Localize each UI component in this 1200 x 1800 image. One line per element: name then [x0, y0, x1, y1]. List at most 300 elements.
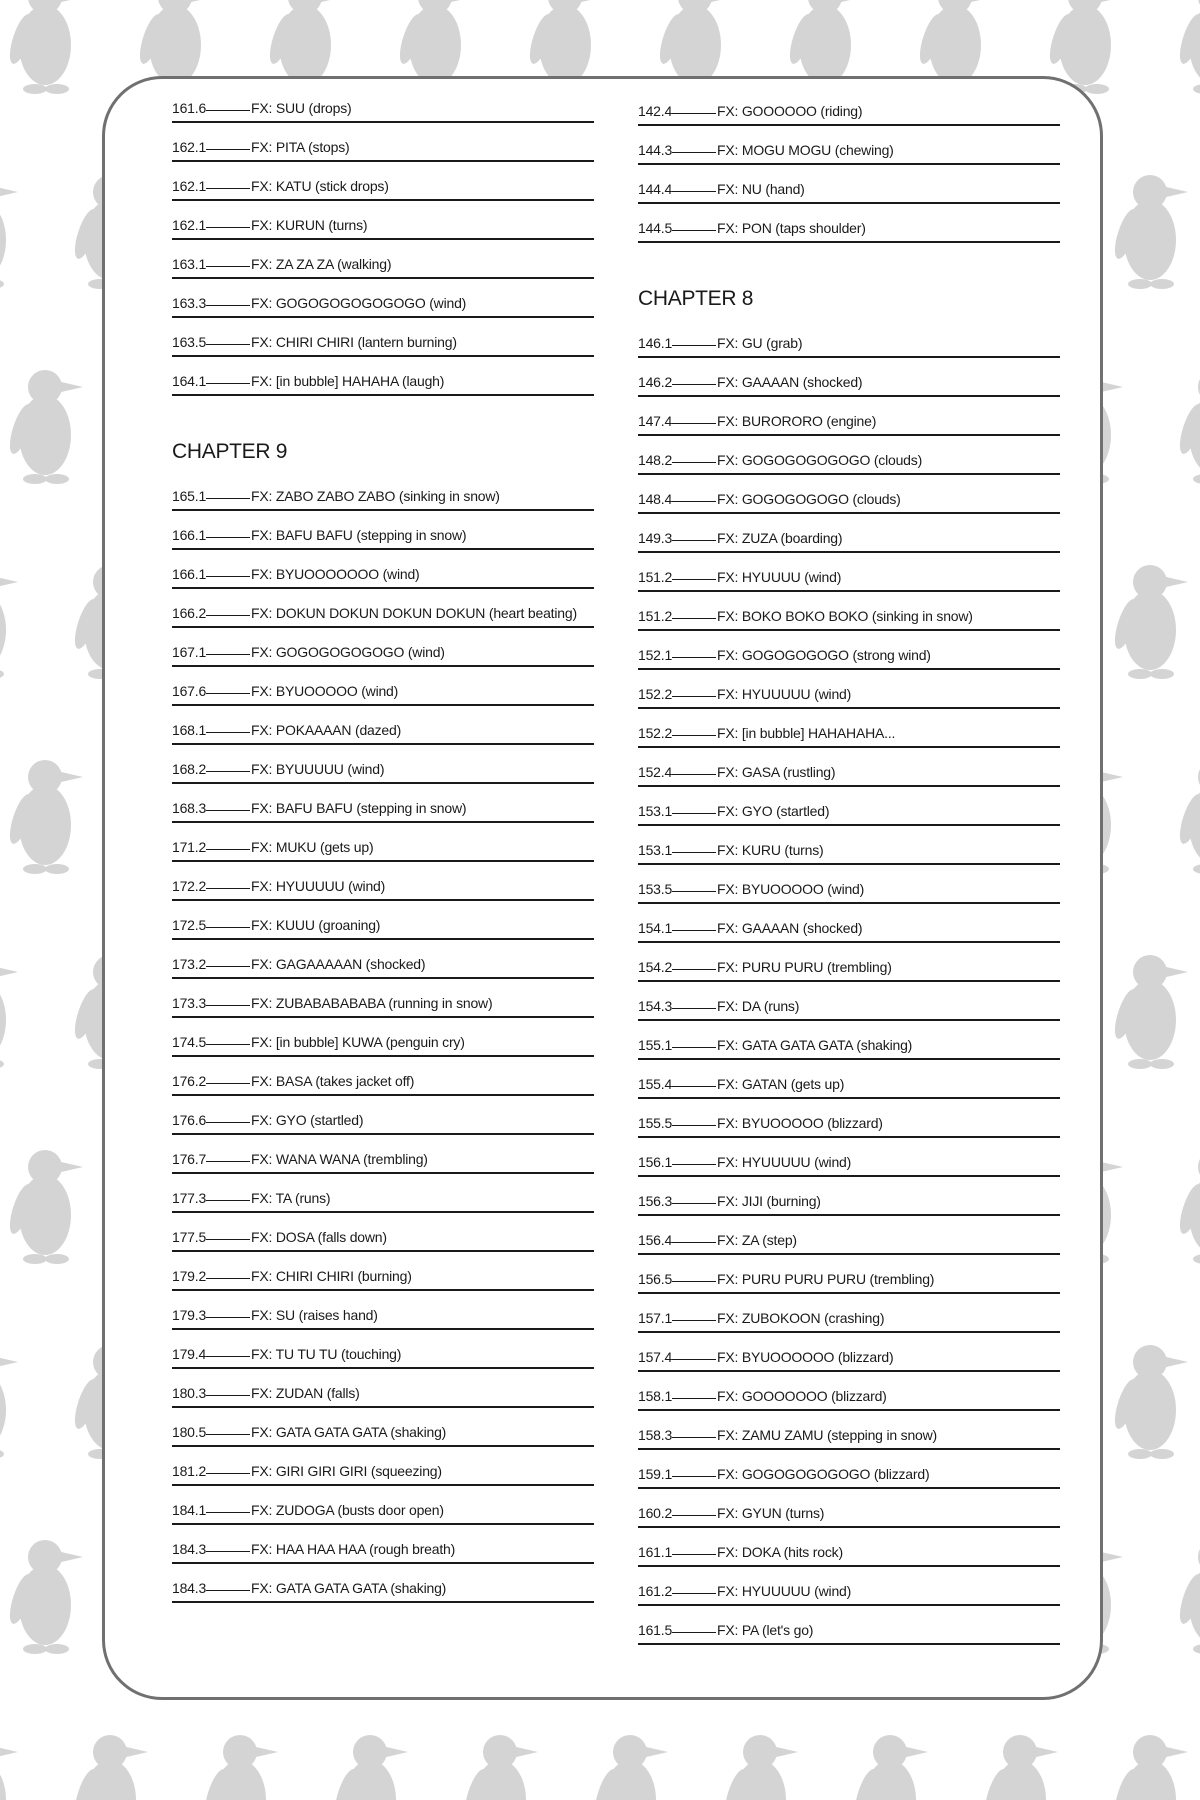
- leader-dash: [672, 1008, 716, 1009]
- leader-dash: [206, 966, 250, 967]
- page-panel-number: 176.6: [172, 1112, 207, 1128]
- leader-dash: [206, 771, 250, 772]
- fx-entry: [638, 1177, 1060, 1216]
- penguin-silhouette-icon: [5, 1540, 83, 1654]
- leader-dash: [206, 1122, 250, 1123]
- fx-entry: [638, 1606, 1060, 1645]
- leader-dash: [206, 615, 250, 616]
- fx-description: FX: JIJI (burning): [717, 1193, 821, 1209]
- penguin-silhouette-icon: [0, 175, 18, 289]
- page-panel-number: 163.3: [172, 295, 207, 311]
- fx-entry: [638, 1567, 1060, 1606]
- fx-entry: [172, 667, 594, 706]
- fx-entry: [638, 319, 1060, 358]
- page-panel-number: 179.3: [172, 1307, 207, 1323]
- page-panel-number: 179.4: [172, 1346, 207, 1362]
- fx-description: FX: KURU (turns): [717, 842, 824, 858]
- leader-dash: [672, 1632, 716, 1633]
- fx-description: FX: GYO (startled): [251, 1112, 364, 1128]
- leader-dash: [672, 1203, 716, 1204]
- page-panel-number: 146.1: [638, 335, 673, 351]
- page-panel-number: 148.4: [638, 491, 673, 507]
- penguin-silhouette-icon: [5, 1150, 83, 1264]
- fx-entry: [638, 1528, 1060, 1567]
- penguin-silhouette-icon: [70, 1735, 148, 1800]
- fx-entry: [638, 865, 1060, 904]
- fx-entry: [172, 589, 594, 628]
- fx-description: FX: GIRI GIRI GIRI (squeezing): [251, 1463, 442, 1479]
- fx-entry: [638, 631, 1060, 670]
- fx-description: FX: ZUBOKOON (crashing): [717, 1310, 885, 1326]
- fx-description: FX: HAA HAA HAA (rough breath): [251, 1541, 456, 1557]
- page-panel-number: 176.7: [172, 1151, 207, 1167]
- fx-description: FX: TA (runs): [251, 1190, 331, 1206]
- leader-dash: [206, 344, 250, 345]
- page-panel-number: 184.3: [172, 1580, 207, 1596]
- leader-dash: [206, 1512, 250, 1513]
- leader-dash: [206, 1590, 250, 1591]
- chapter-heading: CHAPTER 9: [172, 440, 288, 463]
- fx-description: FX: [in bubble] HAHAHA (laugh): [251, 373, 445, 389]
- fx-entry: [172, 862, 594, 901]
- fx-entry: [638, 1489, 1060, 1528]
- fx-entry: [638, 475, 1060, 514]
- penguin-silhouette-icon: [1175, 760, 1200, 874]
- fx-description: FX: ZA ZA ZA (walking): [251, 256, 392, 272]
- fx-entry: [172, 550, 594, 589]
- page-panel-number: 152.2: [638, 686, 673, 702]
- leader-dash: [672, 930, 716, 931]
- fx-entry: [638, 670, 1060, 709]
- page-panel-number: 152.1: [638, 647, 673, 663]
- fx-description: FX: GOGOGOGOGOGO (clouds): [717, 452, 923, 468]
- fx-description: FX: BASA (takes jacket off): [251, 1073, 415, 1089]
- fx-description: FX: GOOOOOOO (blizzard): [717, 1388, 887, 1404]
- fx-entry: [638, 514, 1060, 553]
- fx-description: FX: PON (taps shoulder): [717, 220, 866, 236]
- leader-dash: [672, 1476, 716, 1477]
- leader-dash: [672, 618, 716, 619]
- fx-entry: [172, 1330, 594, 1369]
- leader-dash: [672, 152, 716, 153]
- penguin-silhouette-icon: [0, 1735, 18, 1800]
- page-panel-number: 144.5: [638, 220, 673, 236]
- fx-entry: [172, 357, 594, 396]
- page-panel-number: 168.3: [172, 800, 207, 816]
- page-panel-number: 161.2: [638, 1583, 673, 1599]
- leader-dash: [672, 540, 716, 541]
- fx-description: FX: [in bubble] HAHAHAHA...: [717, 725, 896, 741]
- fx-entry: [172, 472, 594, 511]
- fx-description: FX: BURORORO (engine): [717, 413, 877, 429]
- fx-entry: [638, 1060, 1060, 1099]
- leader-dash: [672, 113, 716, 114]
- fx-entry: [638, 553, 1060, 592]
- fx-description: FX: ZUDOGA (busts door open): [251, 1502, 444, 1518]
- fx-entry: [638, 358, 1060, 397]
- fx-description: FX: GOGOGOGOGO (strong wind): [717, 647, 931, 663]
- fx-description: FX: DA (runs): [717, 998, 800, 1014]
- fx-entry: [638, 165, 1060, 204]
- leader-dash: [672, 1515, 716, 1516]
- fx-description: FX: ZABO ZABO ZABO (sinking in snow): [251, 488, 500, 504]
- leader-dash: [206, 1473, 250, 1474]
- penguin-silhouette-icon: [0, 955, 18, 1069]
- fx-description: FX: PURU PURU (trembling): [717, 959, 892, 975]
- leader-dash: [206, 1044, 250, 1045]
- page-panel-number: 173.2: [172, 956, 207, 972]
- leader-dash: [206, 149, 250, 150]
- fx-entry: [638, 943, 1060, 982]
- fx-entry: [638, 1021, 1060, 1060]
- leader-dash: [206, 1356, 250, 1357]
- chapter-heading: CHAPTER 8: [638, 287, 754, 310]
- fx-entry: [638, 1450, 1060, 1489]
- fx-description: FX: NU (hand): [717, 181, 805, 197]
- page-panel-number: 153.1: [638, 803, 673, 819]
- leader-dash: [672, 1554, 716, 1555]
- page-panel-number: 155.1: [638, 1037, 673, 1053]
- page-panel-number: 151.2: [638, 608, 673, 624]
- fx-entry: [638, 397, 1060, 436]
- page-panel-number: 142.4: [638, 103, 673, 119]
- leader-dash: [206, 537, 250, 538]
- fx-entry: [638, 1294, 1060, 1333]
- fx-entry: [172, 1135, 594, 1174]
- page-panel-number: 156.4: [638, 1232, 673, 1248]
- fx-entry: [638, 204, 1060, 243]
- penguin-silhouette-icon: [1175, 1150, 1200, 1264]
- fx-entry: [638, 709, 1060, 748]
- fx-entry: [638, 826, 1060, 865]
- leader-dash: [672, 579, 716, 580]
- leader-dash: [672, 345, 716, 346]
- fx-description: FX: BYUOOOOOOO (wind): [251, 566, 420, 582]
- leader-dash: [672, 191, 716, 192]
- penguin-silhouette-icon: [1110, 1345, 1188, 1459]
- page-panel-number: 184.1: [172, 1502, 207, 1518]
- page-panel-number: 158.1: [638, 1388, 673, 1404]
- page-panel-number: 164.1: [172, 373, 207, 389]
- fx-description: FX: DOKA (hits rock): [717, 1544, 843, 1560]
- page-panel-number: 154.1: [638, 920, 673, 936]
- leader-dash: [206, 1083, 250, 1084]
- fx-description: FX: SUU (drops): [251, 100, 352, 116]
- penguin-silhouette-icon: [1110, 955, 1188, 1069]
- fx-description: FX: GATA GATA GATA (shaking): [251, 1580, 447, 1596]
- leader-dash: [672, 696, 716, 697]
- page-panel-number: 180.3: [172, 1385, 207, 1401]
- page-panel-number: 179.2: [172, 1268, 207, 1284]
- fx-description: FX: PITA (stops): [251, 139, 350, 155]
- penguin-silhouette-icon: [330, 1735, 408, 1800]
- page-panel-number: 166.1: [172, 566, 207, 582]
- fx-description: FX: ZUBABABABABA (running in snow): [251, 995, 493, 1011]
- leader-dash: [206, 888, 250, 889]
- fx-entry: [172, 318, 594, 357]
- page-panel-number: 167.1: [172, 644, 207, 660]
- page-panel-number: 174.5: [172, 1034, 207, 1050]
- left-column: [172, 84, 594, 1603]
- page-panel-number: 162.1: [172, 217, 207, 233]
- fx-entry: [638, 1138, 1060, 1177]
- fx-entry: [172, 162, 594, 201]
- page-panel-number: 156.1: [638, 1154, 673, 1170]
- leader-dash: [206, 1551, 250, 1552]
- page-panel-number: 176.2: [172, 1073, 207, 1089]
- page-panel-number: 172.2: [172, 878, 207, 894]
- penguin-silhouette-icon: [0, 565, 18, 679]
- fx-description: FX: SU (raises hand): [251, 1307, 378, 1323]
- page-panel-number: 160.2: [638, 1505, 673, 1521]
- fx-description: FX: KUUU (groaning): [251, 917, 381, 933]
- penguin-silhouette-icon: [1175, 1540, 1200, 1654]
- leader-dash: [206, 927, 250, 928]
- fx-entry: [172, 706, 594, 745]
- leader-dash: [206, 227, 250, 228]
- leader-dash: [206, 1239, 250, 1240]
- fx-entry: [638, 1372, 1060, 1411]
- page-panel-number: 184.3: [172, 1541, 207, 1557]
- page-panel-number: 172.5: [172, 917, 207, 933]
- leader-dash: [206, 849, 250, 850]
- leader-dash: [206, 266, 250, 267]
- fx-entry: [172, 1213, 594, 1252]
- page-panel-number: 167.6: [172, 683, 207, 699]
- fx-description: FX: BYUUUUU (wind): [251, 761, 385, 777]
- page-panel-number: 156.5: [638, 1271, 673, 1287]
- leader-dash: [206, 576, 250, 577]
- fx-description: FX: GATA GATA GATA (shaking): [717, 1037, 913, 1053]
- fx-description: FX: GOGOGOGOGOGOGO (wind): [251, 295, 467, 311]
- penguin-silhouette-icon: [1110, 565, 1188, 679]
- penguin-silhouette-icon: [460, 1735, 538, 1800]
- fx-entry: [172, 1252, 594, 1291]
- fx-description: FX: HYUUUUU (wind): [717, 686, 852, 702]
- page-panel-number: 144.4: [638, 181, 673, 197]
- leader-dash: [672, 1281, 716, 1282]
- fx-description: FX: HYUUUUU (wind): [251, 878, 386, 894]
- fx-entry: [172, 201, 594, 240]
- page-panel-number: 148.2: [638, 452, 673, 468]
- leader-dash: [672, 813, 716, 814]
- fx-description: FX: BAFU BAFU (stepping in snow): [251, 527, 467, 543]
- leader-dash: [206, 1005, 250, 1006]
- fx-entry: [172, 1408, 594, 1447]
- fx-entry: [172, 511, 594, 550]
- fx-entry: [638, 982, 1060, 1021]
- fx-entry: [638, 904, 1060, 943]
- fx-entry: [172, 123, 594, 162]
- fx-description: FX: MOGU MOGU (chewing): [717, 142, 894, 158]
- page-panel-number: 153.5: [638, 881, 673, 897]
- page-panel-number: 154.3: [638, 998, 673, 1014]
- fx-description: FX: BOKO BOKO BOKO (sinking in snow): [717, 608, 973, 624]
- page-panel-number: 156.3: [638, 1193, 673, 1209]
- leader-dash: [206, 305, 250, 306]
- fx-description: FX: ZA (step): [717, 1232, 797, 1248]
- leader-dash: [206, 732, 250, 733]
- fx-description: FX: HYUUUUU (wind): [717, 1154, 852, 1170]
- leader-dash: [672, 501, 716, 502]
- fx-description: FX: GYO (startled): [717, 803, 830, 819]
- page-panel-number: 155.5: [638, 1115, 673, 1131]
- leader-dash: [672, 1086, 716, 1087]
- page-panel-number: 168.1: [172, 722, 207, 738]
- page-panel-number: 155.4: [638, 1076, 673, 1092]
- page-panel-number: 162.1: [172, 139, 207, 155]
- penguin-silhouette-icon: [1110, 1735, 1188, 1800]
- leader-dash: [672, 657, 716, 658]
- leader-dash: [672, 1320, 716, 1321]
- leader-dash: [206, 1161, 250, 1162]
- penguin-silhouette-icon: [5, 0, 83, 94]
- fx-description: FX: GYUN (turns): [717, 1505, 825, 1521]
- leader-dash: [672, 1242, 716, 1243]
- leader-dash: [206, 810, 250, 811]
- penguin-silhouette-icon: [200, 1735, 278, 1800]
- leader-dash: [206, 498, 250, 499]
- leader-dash: [672, 1125, 716, 1126]
- fx-description: FX: GOOOOOO (riding): [717, 103, 863, 119]
- leader-dash: [672, 1047, 716, 1048]
- leader-dash: [672, 423, 716, 424]
- leader-dash: [206, 693, 250, 694]
- leader-dash: [672, 230, 716, 231]
- fx-description: FX: GOGOGOGOGO (clouds): [717, 491, 901, 507]
- leader-dash: [672, 462, 716, 463]
- fx-entry: [172, 1564, 594, 1603]
- fx-entry: [172, 1291, 594, 1330]
- leader-dash: [672, 735, 716, 736]
- fx-description: FX: BYUOOOOO (wind): [717, 881, 865, 897]
- page-panel-number: 147.4: [638, 413, 673, 429]
- fx-description: FX: GAAAAN (shocked): [717, 374, 863, 390]
- page-panel-number: 180.5: [172, 1424, 207, 1440]
- penguin-silhouette-icon: [980, 1735, 1058, 1800]
- page-panel-number: 146.2: [638, 374, 673, 390]
- leader-dash: [206, 1278, 250, 1279]
- leader-dash: [206, 188, 250, 189]
- page-panel-number: 162.1: [172, 178, 207, 194]
- page-panel-number: 163.1: [172, 256, 207, 272]
- fx-entry: [172, 84, 594, 123]
- leader-dash: [672, 891, 716, 892]
- penguin-silhouette-icon: [5, 370, 83, 484]
- page-panel-number: 171.2: [172, 839, 207, 855]
- fx-entry: [638, 1411, 1060, 1450]
- fx-entry: [172, 628, 594, 667]
- page-panel-number: 177.5: [172, 1229, 207, 1245]
- page-panel-number: 166.1: [172, 527, 207, 543]
- leader-dash: [672, 1164, 716, 1165]
- penguin-silhouette-icon: [720, 1735, 798, 1800]
- fx-description: FX: POKAAAAN (dazed): [251, 722, 402, 738]
- penguin-silhouette-icon: [1175, 0, 1200, 94]
- fx-entry: [638, 1333, 1060, 1372]
- fx-description: FX: BYUOOOOO (wind): [251, 683, 399, 699]
- page-panel-number: 161.6: [172, 100, 207, 116]
- page-panel-number: 168.2: [172, 761, 207, 777]
- fx-description: FX: ZUZA (boarding): [717, 530, 843, 546]
- page-panel-number: 181.2: [172, 1463, 207, 1479]
- leader-dash: [672, 1398, 716, 1399]
- fx-description: FX: MUKU (gets up): [251, 839, 374, 855]
- fx-entry: [638, 592, 1060, 631]
- page-panel-number: 159.1: [638, 1466, 673, 1482]
- page-panel-number: 161.1: [638, 1544, 673, 1560]
- fx-description: FX: [in bubble] KUWA (penguin cry): [251, 1034, 465, 1050]
- page-panel-number: 166.2: [172, 605, 207, 621]
- leader-dash: [672, 774, 716, 775]
- fx-description: FX: PURU PURU PURU (trembling): [717, 1271, 935, 1287]
- fx-description: FX: CHIRI CHIRI (lantern burning): [251, 334, 457, 350]
- fx-entry: [172, 1486, 594, 1525]
- leader-dash: [672, 852, 716, 853]
- page-panel-number: 152.2: [638, 725, 673, 741]
- page-panel-number: 163.5: [172, 334, 207, 350]
- fx-entry: [638, 1216, 1060, 1255]
- page-panel-number: 165.1: [172, 488, 207, 504]
- fx-description: FX: GOGOGOGOGOGO (wind): [251, 644, 445, 660]
- page-panel-number: 157.4: [638, 1349, 673, 1365]
- fx-entry: [172, 1447, 594, 1486]
- fx-description: FX: ZUDAN (falls): [251, 1385, 360, 1401]
- fx-description: FX: GAGAAAAAN (shocked): [251, 956, 426, 972]
- fx-description: FX: TU TU TU (touching): [251, 1346, 402, 1362]
- fx-description: FX: BYUOOOOOO (blizzard): [717, 1349, 894, 1365]
- fx-entry: [172, 979, 594, 1018]
- fx-entry: [638, 748, 1060, 787]
- fx-entry: [172, 784, 594, 823]
- page-panel-number: 161.5: [638, 1622, 673, 1638]
- page-panel-number: 149.3: [638, 530, 673, 546]
- leader-dash: [672, 1593, 716, 1594]
- fx-description: FX: DOSA (falls down): [251, 1229, 387, 1245]
- fx-description: FX: BAFU BAFU (stepping in snow): [251, 800, 467, 816]
- fx-entry: [172, 1369, 594, 1408]
- fx-description: FX: ZAMU ZAMU (stepping in snow): [717, 1427, 937, 1443]
- leader-dash: [672, 1359, 716, 1360]
- penguin-silhouette-icon: [0, 1345, 18, 1459]
- page-panel-number: 154.2: [638, 959, 673, 975]
- page-panel-number: 153.1: [638, 842, 673, 858]
- fx-description: FX: PA (let's go): [717, 1622, 814, 1638]
- leader-dash: [206, 1317, 250, 1318]
- fx-description: FX: GU (grab): [717, 335, 803, 351]
- penguin-silhouette-icon: [1175, 370, 1200, 484]
- penguin-silhouette-icon: [5, 760, 83, 874]
- leader-dash: [206, 110, 250, 111]
- page-panel-number: 173.3: [172, 995, 207, 1011]
- fx-entry: [172, 240, 594, 279]
- fx-description: FX: HYUUUU (wind): [717, 569, 842, 585]
- fx-entry: [638, 1099, 1060, 1138]
- page-panel-number: 177.3: [172, 1190, 207, 1206]
- fx-entry: [638, 126, 1060, 165]
- leader-dash: [206, 1434, 250, 1435]
- fx-entry: [172, 1018, 594, 1057]
- leader-dash: [206, 654, 250, 655]
- leader-dash: [206, 1200, 250, 1201]
- fx-entry: [638, 787, 1060, 826]
- fx-entry: [172, 940, 594, 979]
- fx-description: FX: HYUUUUU (wind): [717, 1583, 852, 1599]
- fx-entry: [172, 823, 594, 862]
- fx-entry: [172, 1525, 594, 1564]
- fx-description: FX: GOGOGOGOGOGO (blizzard): [717, 1466, 930, 1482]
- fx-entry: [638, 87, 1060, 126]
